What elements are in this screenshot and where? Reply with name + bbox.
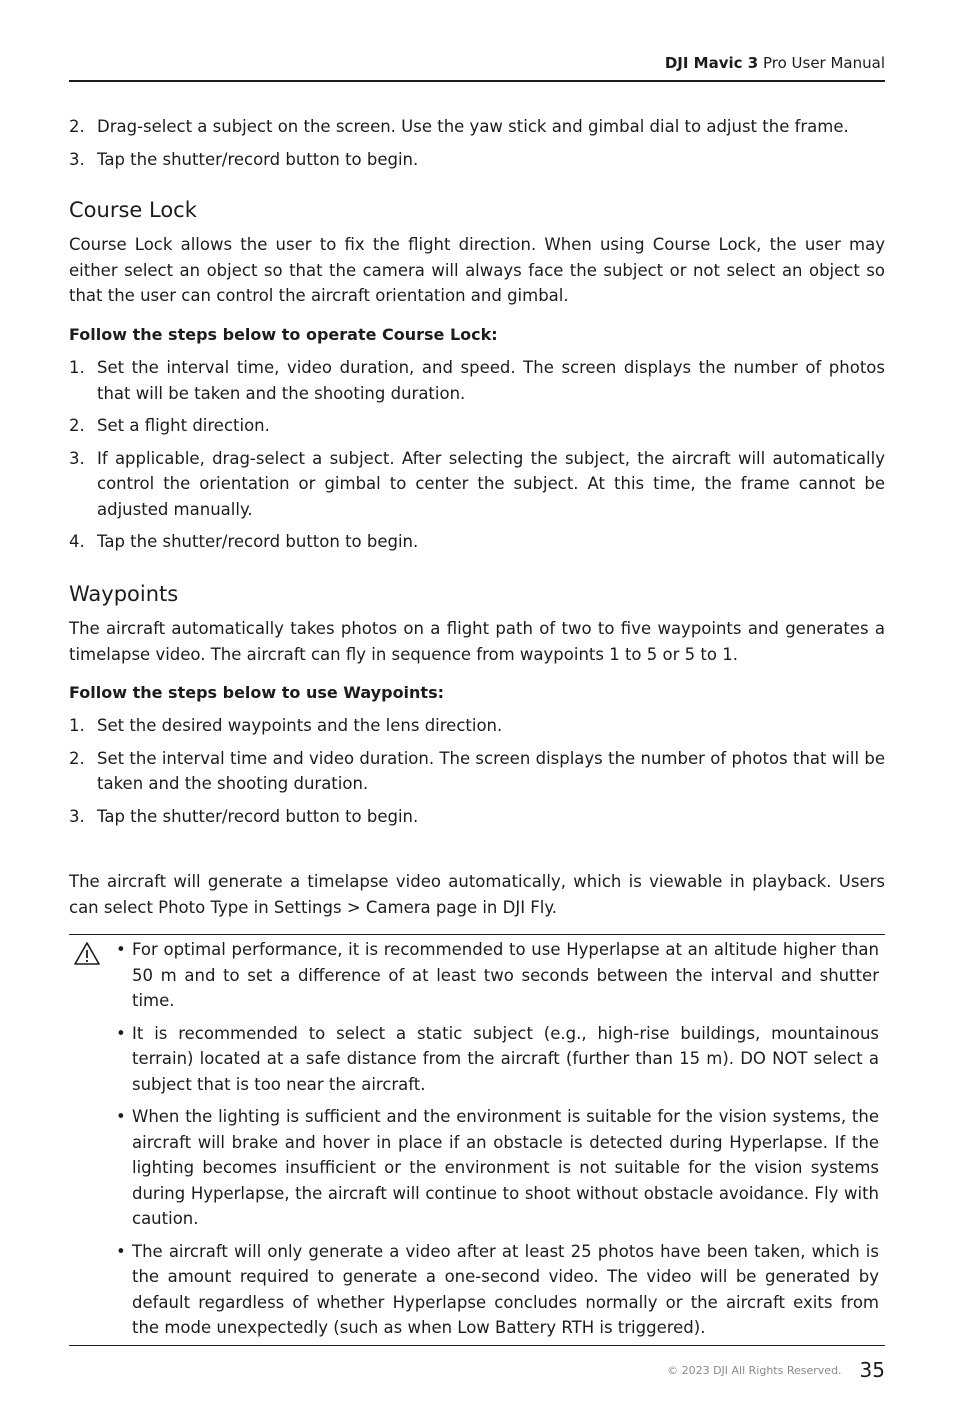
caution-notes bbox=[69, 934, 885, 1346]
header-title: Pro User Manual bbox=[758, 54, 885, 72]
note-item bbox=[116, 937, 879, 1014]
waypoints-description: The aircraft automatically takes photos on a flight path of two to five waypoints and generates a timelapse video. The aircraft can fly in sequence from waypoints 1 to 5 or 5 to 1. bbox=[69, 619, 885, 664]
note-item bbox=[116, 1239, 879, 1341]
warning-icon bbox=[73, 941, 101, 967]
bullet: • bbox=[116, 1023, 126, 1043]
step-text: Set the desired waypoints and the lens direction. bbox=[97, 716, 503, 735]
course-lock-steps-list bbox=[69, 355, 885, 562]
course-lock-heading: Course Lock bbox=[69, 198, 197, 222]
step-number: 2. bbox=[69, 748, 85, 768]
page-footer bbox=[69, 1358, 885, 1384]
step-text: Tap the shutter/record button to begin. bbox=[97, 149, 419, 169]
list-item bbox=[69, 446, 885, 523]
step-number: 3. bbox=[69, 448, 85, 468]
note-text: When the lighting is sufficient and the environment is suitable for the vision systems, the aircraft will brake and hover in place if an obstacle is detected during Hyperlapse. If the lighting becomes insufficient or the environment is not suitable for the vision systems during Hyperlapse, the aircraft will continue to shoot without obstacle avoidance. Fly with caution. bbox=[132, 1107, 879, 1228]
list-item bbox=[69, 746, 885, 797]
step-number: 4. bbox=[69, 532, 85, 551]
step-number: 3. bbox=[69, 149, 85, 169]
list-item bbox=[69, 147, 885, 173]
bullet: • bbox=[116, 940, 126, 959]
note-text: For optimal performance, it is recommended to use Hyperlapse at an altitude higher than 50 m and to set a difference of at least two seconds between the interval and shutter time. bbox=[132, 940, 879, 1010]
page-header bbox=[69, 54, 885, 82]
waypoints-steps-title: Follow the steps below to use Waypoints: bbox=[69, 683, 444, 702]
copyright: © 2023 DJI All Rights Reserved. bbox=[667, 1363, 842, 1377]
list-item bbox=[69, 355, 885, 406]
step-number: 2. bbox=[69, 416, 85, 435]
header-brand: DJI Mavic 3 bbox=[664, 54, 759, 72]
page-number: 35 bbox=[859, 1358, 885, 1382]
step-text: Drag-select a subject on the screen. Use the yaw stick and gimbal dial to adjust the frame. bbox=[97, 117, 849, 136]
closing-paragraph: The aircraft will generate a timelapse video automatically, which is viewable in playback. Users can select Photo Type in Settings > Camera page in DJI Fly. bbox=[69, 872, 885, 917]
note-text: It is recommended to select a static subject (e.g., high-rise buildings, mountainous terrain) located at a safe distance from the aircraft (further than 15 m). DO NOT select a subject that is too near the aircraft. bbox=[132, 1023, 879, 1094]
step-text: If applicable, drag-select a subject. After selecting the subject, the aircraft will automatically control the orientation or gimbal to center the subject. At this time, the frame cannot be adjusted manually. bbox=[97, 448, 885, 519]
course-lock-description: Course Lock allows the user to fix the flight direction. When using Course Lock, the user may either select an object so that the camera will always face the subject or not select an object so that the user can control the aircraft orientation and gimbal. bbox=[69, 235, 885, 305]
step-number: 2. bbox=[69, 117, 85, 136]
step-text: Set the interval time, video duration, and speed. The screen displays the number of photos that will be taken and the shooting duration. bbox=[97, 358, 885, 403]
bullet: • bbox=[116, 1107, 126, 1126]
intro-steps-list bbox=[69, 114, 885, 179]
waypoints-heading: Waypoints bbox=[69, 582, 179, 606]
step-number: 1. bbox=[69, 716, 85, 735]
note-item bbox=[116, 1104, 879, 1232]
list-item bbox=[69, 804, 885, 830]
step-text: Tap the shutter/record button to begin. bbox=[97, 532, 419, 551]
step-text: Tap the shutter/record button to begin. bbox=[97, 806, 419, 826]
note-text: The aircraft will only generate a video after at least 25 photos have been taken, which is the amount required to generate a one-second video. The video will be generated by default regardless of whether Hyperlapse concludes normally or the aircraft exits from the mode unexpectedly (such as when Low Battery RTH is triggered). bbox=[132, 1241, 879, 1337]
list-item bbox=[69, 114, 885, 140]
notes-list bbox=[116, 937, 879, 1348]
list-item bbox=[69, 713, 885, 739]
course-lock-steps-title: Follow the steps below to operate Course Lock: bbox=[69, 325, 498, 344]
bullet: • bbox=[116, 1241, 126, 1261]
list-item bbox=[69, 529, 885, 555]
list-item bbox=[69, 413, 885, 439]
step-text: Set the interval time and video duration. The screen displays the number of photos that will be taken and the shooting duration. bbox=[97, 748, 885, 793]
step-text: Set a flight direction. bbox=[97, 416, 270, 435]
step-number: 3. bbox=[69, 806, 85, 826]
step-number: 1. bbox=[69, 358, 85, 377]
note-item bbox=[116, 1021, 879, 1098]
waypoints-steps-list bbox=[69, 713, 885, 836]
